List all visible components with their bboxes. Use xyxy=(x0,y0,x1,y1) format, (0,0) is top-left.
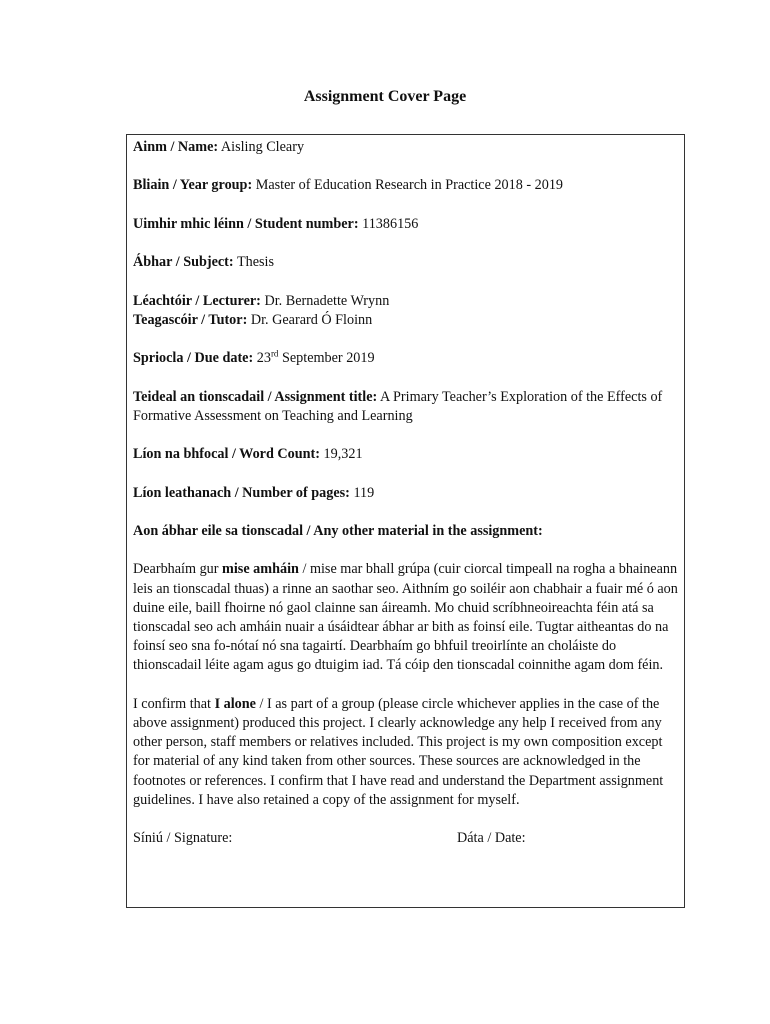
due-date-field xyxy=(133,349,678,368)
student-number-field xyxy=(133,215,678,234)
declaration-english-pre: I confirm that xyxy=(133,695,215,712)
declaration-english-post: / I as part of a group (please circle whichever applies in the case of the above assignment) produced this project. I clearly acknowledge any help I received from any other person, staff members or relatives included. This project is my own composition except for material of any kind taken from other sources. These sources are acknowledged in the footnotes or references. I confirm that I have read and understand the Department assignment guidelines. I have also retained a copy of the assignment for myself. xyxy=(133,695,664,808)
declaration-irish-post: / mise mar bhall grúpa (cuir ciorcal timpeall na rogha a bhaineann leis an tionscadal thuas) a rinne an saothar seo. Aithním go soiléir aon chabhair a fuair mé ó aon duine eile, baill fhoirne nó gaol clainne san áireamh. Mo chuid scríbhneoireachta féin atá sa tionscadal seo ach amháin nuair a úsáidtear ábhar ar bith as foinsí eile. Tugtar aitheantas do na foinsí seo sna fo-nótaí nó sna tagairtí. Dearbhaím go bhfuil treoirlínte an choláiste do thionscadail léite agam agus go dtuigim iad. Tá cóip den tionscadal coinnithe agam dom féin. xyxy=(133,561,678,674)
pages-value: 119 xyxy=(353,484,375,501)
student-number-value: 11386156 xyxy=(362,215,419,232)
year-group-label: Bliain / Year group: xyxy=(133,177,253,194)
year-group-field xyxy=(133,176,678,195)
assignment-title-field xyxy=(133,388,678,426)
signature-label: Síniú / Signature: xyxy=(133,830,233,847)
signature-row xyxy=(133,829,678,848)
name-label: Ainm / Name: xyxy=(133,139,219,155)
word-count-label: Líon na bhfocal / Word Count: xyxy=(133,446,320,463)
due-date-rest: September 2019 xyxy=(281,350,375,367)
cover-form-box xyxy=(126,134,685,908)
student-number-label: Uimhir mhic léinn / Student number: xyxy=(133,215,359,232)
name-field xyxy=(133,138,678,157)
declaration-english-bold: I alone xyxy=(214,695,256,712)
lecturer-field xyxy=(133,292,678,311)
declaration-irish-bold: mise amháin xyxy=(222,561,299,578)
due-date-label: Spriocla / Due date: xyxy=(133,350,254,367)
declaration-irish xyxy=(133,560,678,675)
due-date-day: 23 xyxy=(256,350,271,367)
tutor-label: Teagascóir / Tutor: xyxy=(133,311,248,328)
other-material-label: Aon ábhar eile sa tionscadal / Any other material in the assignment: xyxy=(133,522,543,539)
assignment-title-value: A Primary Teacher’s Exploration of the Effects of Formative Assessment on Teaching and Learning xyxy=(133,388,663,424)
lecturer-value: Dr. Bernadette Wrynn xyxy=(264,292,390,309)
lecturer-label: Léachtóir / Lecturer: xyxy=(133,292,261,309)
year-group-value: Master of Education Research in Practice 2018 - 2019 xyxy=(255,177,564,194)
subject-label: Ábhar / Subject: xyxy=(133,254,234,271)
tutor-field xyxy=(133,311,678,330)
subject-field xyxy=(133,253,678,272)
due-date-suffix: rd xyxy=(270,348,279,359)
declaration-english xyxy=(133,695,678,810)
pages-label: Líon leathanach / Number of pages: xyxy=(133,484,350,501)
name-value: Aisling Cleary xyxy=(220,139,305,155)
date-label: Dáta / Date: xyxy=(457,830,526,847)
pages-field xyxy=(133,484,678,503)
tutor-value: Dr. Gearard Ó Floinn xyxy=(250,311,373,328)
subject-value: Thesis xyxy=(236,254,274,271)
assignment-title-label: Teideal an tionscadail / Assignment title: xyxy=(133,388,378,405)
word-count-field xyxy=(133,445,678,464)
declaration-irish-pre: Dearbhaím gur xyxy=(133,561,223,578)
other-material-field xyxy=(133,522,678,541)
word-count-value: 19,321 xyxy=(323,446,363,463)
page-title: Assignment Cover Page xyxy=(303,88,467,105)
